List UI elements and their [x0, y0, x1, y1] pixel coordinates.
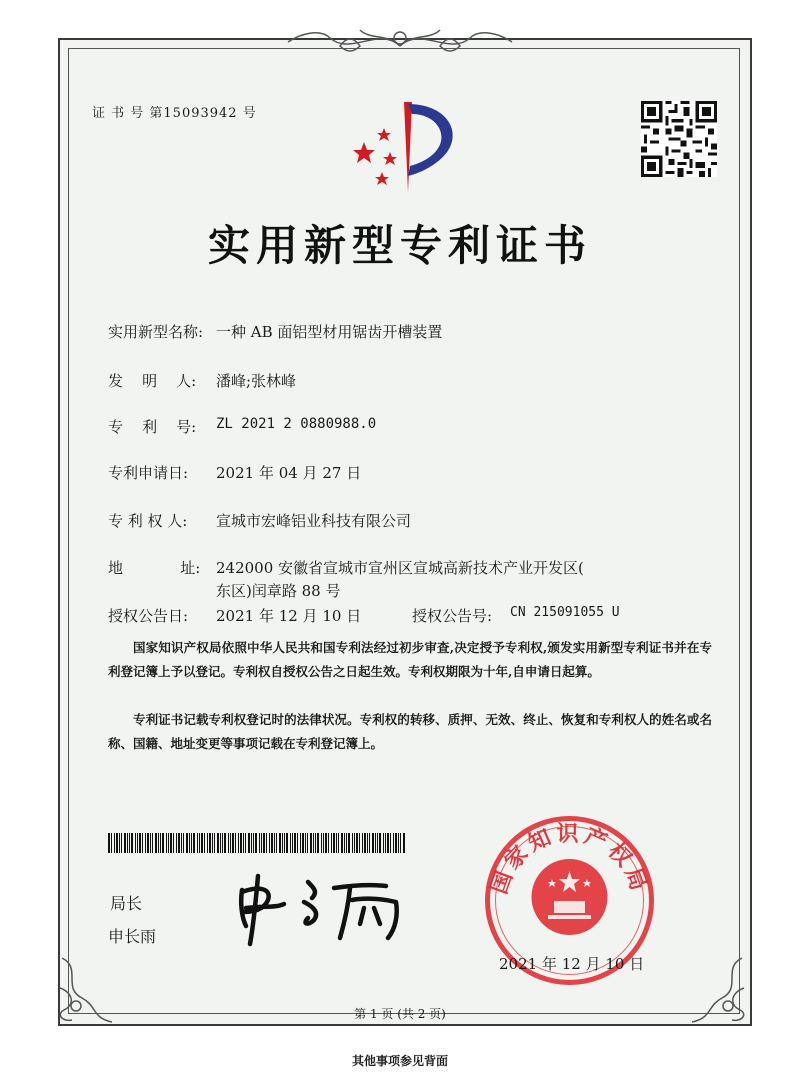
patent-number-value: ZL 2021 2 0880988.0 [216, 416, 377, 432]
address-label: 地 址: [108, 559, 201, 577]
patentee-value: 宣城市宏峰铝业科技有限公司 [216, 512, 412, 530]
legal-status-paragraph: 专利证书记载专利权登记时的法律状况。专利权的转移、质押、无效、终止、恢复和专利权人的姓名或名称、国籍、地址变更等事项记载在专利登记簿上。 [108, 712, 712, 751]
director-title: 局长 [110, 894, 143, 913]
director-signature [228, 868, 418, 948]
footer-note: 其他事项参见背面 [351, 1054, 448, 1068]
application-date-label: 专利申请日: [108, 464, 189, 482]
grant-date-label: 授权公告日: [108, 607, 189, 625]
certificate-number: 证 书 号 第15093942 号 [92, 106, 257, 121]
patent-office-emblem [342, 100, 472, 195]
top-ornament [280, 16, 520, 60]
seal-text: 国家知识产权局 [486, 821, 653, 898]
utility-model-name-value: 一种 AB 面铝型材用锯齿开槽装置 [216, 323, 443, 341]
page-number: 第 1 页 (共 2 页) [354, 1007, 446, 1021]
certificate-title: 实用新型专利证书 [207, 221, 592, 270]
qr-code [641, 101, 717, 177]
inventor-value: 潘峰;张林峰 [216, 372, 297, 390]
patent-number-label: 专 利 号: [108, 418, 197, 436]
grant-number-value: CN 215091055 U [510, 605, 620, 620]
director-name: 申长雨 [108, 927, 157, 946]
barcode [108, 833, 408, 853]
grant-number-label: 授权公告号: [412, 607, 493, 625]
patentee-label: 专 利 权 人: [108, 512, 188, 530]
address-line-2: 东区)闰章路 88 号 [216, 582, 341, 600]
grant-date-value: 2021 年 12 月 10 日 [216, 607, 362, 625]
application-date-value: 2021 年 04 月 27 日 [216, 464, 362, 482]
seal-date: 2021 年 12 月 10 日 [499, 955, 645, 973]
grant-statement-paragraph: 国家知识产权局依照中华人民共和国专利法经过初步审查,决定授予专利权,颁发实用新型专利证书并在专利登记簿上予以登记。专利权自授权公告之日起生效。专利权期限为十年,自申请日起算。 [108, 640, 712, 679]
inventor-label: 发 明 人: [108, 372, 197, 390]
utility-model-name-label: 实用新型名称: [108, 323, 204, 341]
address-line-1: 242000 安徽省宣城市宣州区宣城高新技术产业开发区( [216, 559, 584, 577]
